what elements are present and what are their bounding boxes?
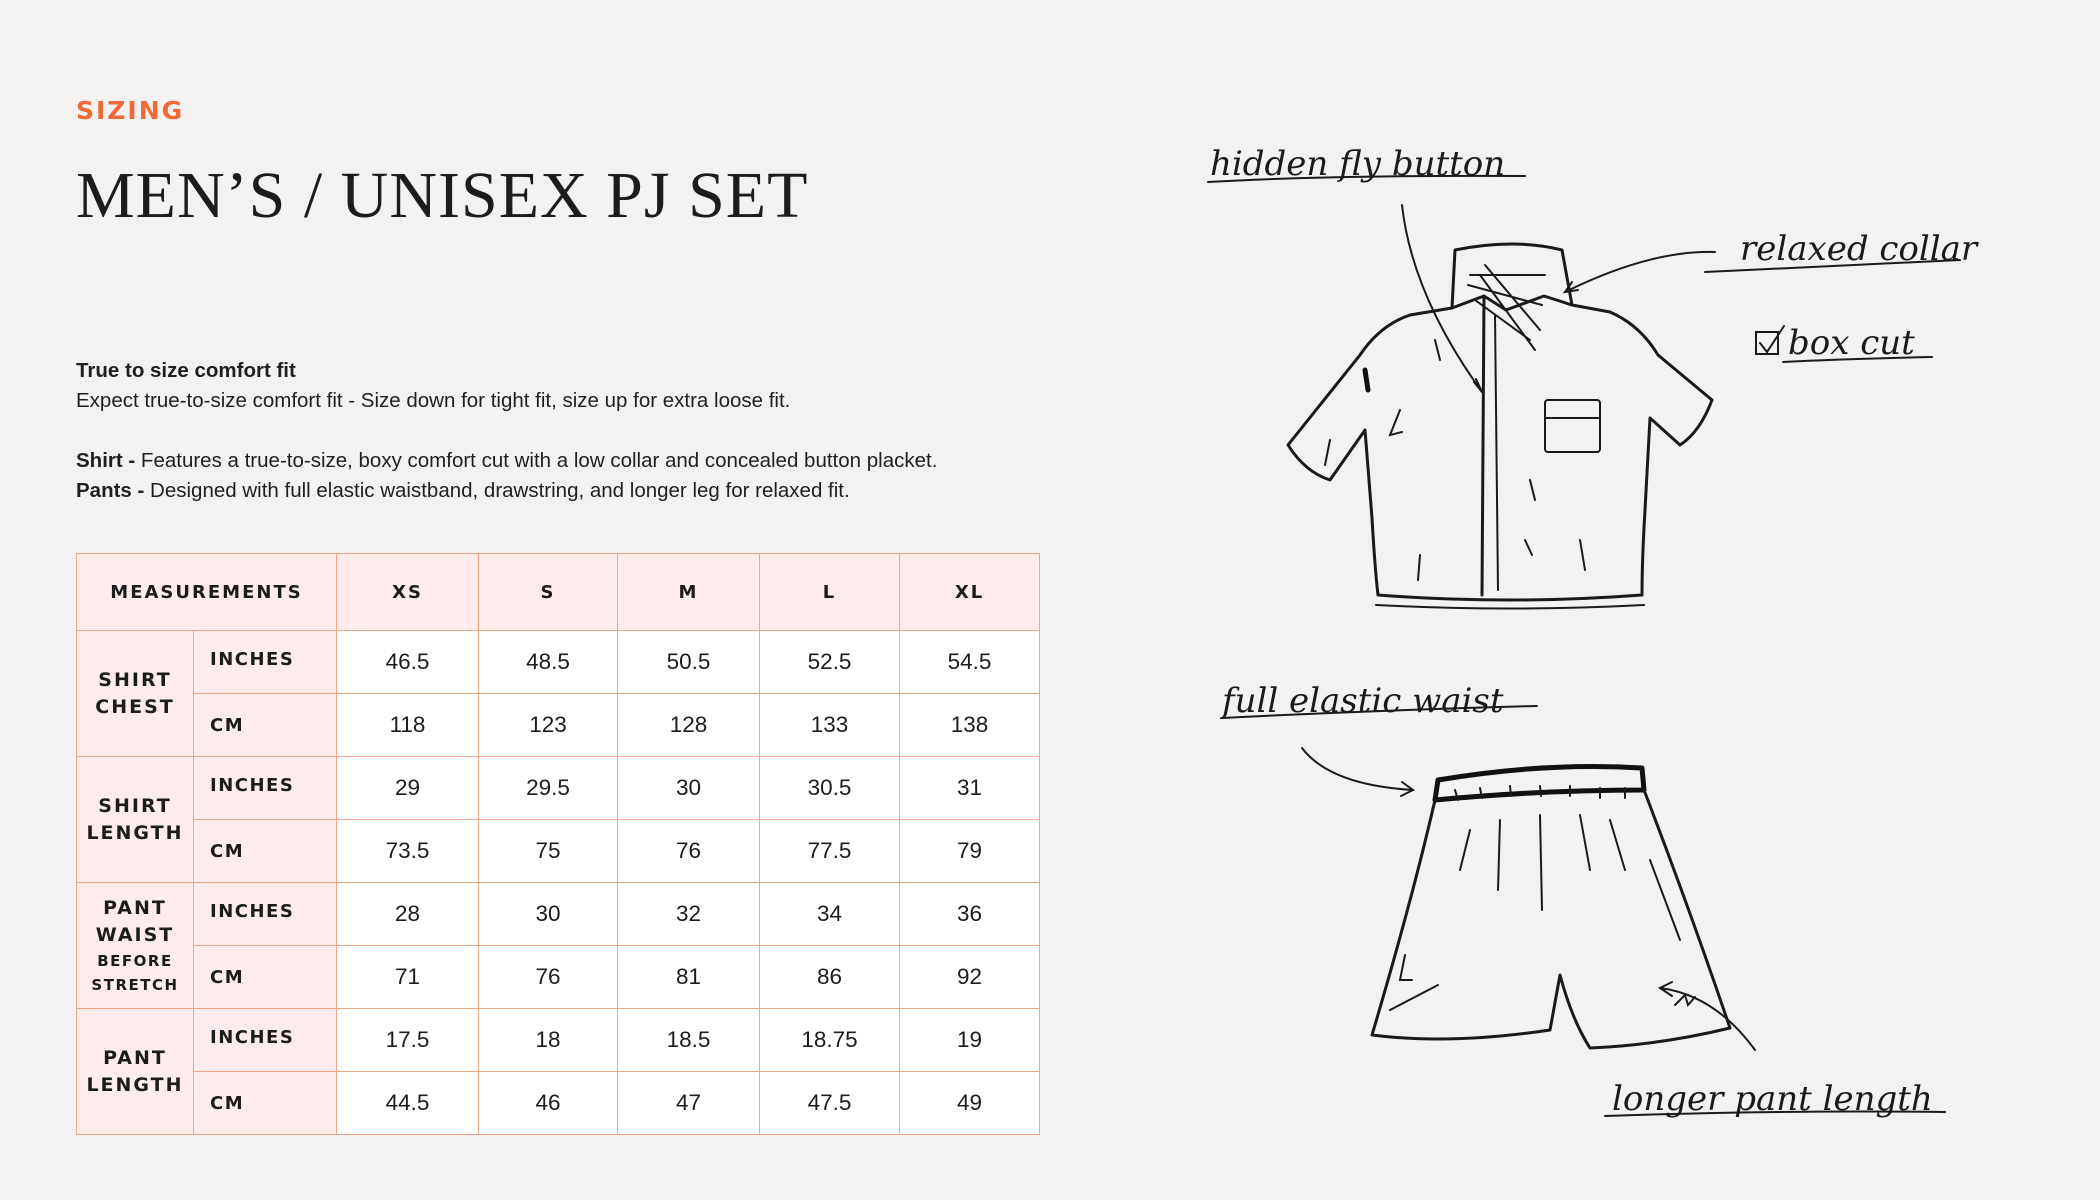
table-cell: 128 (618, 694, 760, 757)
table-cell: 32 (618, 883, 760, 946)
table-cell: 18 (479, 1009, 618, 1072)
table-cell: 133 (760, 694, 900, 757)
group-label-line: PANT (103, 896, 167, 919)
header-xl: XL (900, 554, 1040, 631)
shirt-note (76, 446, 1076, 476)
table-cell: 75 (479, 820, 618, 883)
table-cell: 48.5 (479, 631, 618, 694)
group-label-line: LENGTH (86, 1073, 184, 1096)
garment-sketch-illustration (1180, 100, 2000, 1180)
pants-label: Pants - (76, 479, 151, 502)
header-xs: XS (337, 554, 479, 631)
group-label-line: STRETCH (91, 975, 179, 994)
group-label-line: CHEST (95, 695, 175, 718)
table-cell: 92 (900, 946, 1040, 1009)
size-chart-table (76, 553, 1040, 1135)
group-label-line: PANT (103, 1046, 167, 1069)
shorts-sketch-icon (1372, 767, 1730, 1049)
table-cell: 118 (337, 694, 479, 757)
table-cell: 28 (337, 883, 479, 946)
table-row (77, 1009, 1040, 1072)
table-row (77, 631, 1040, 694)
table-cell: 31 (900, 757, 1040, 820)
table-header-row (77, 554, 1040, 631)
group-label-line: SHIRT (98, 668, 172, 691)
table-cell: 49 (900, 1072, 1040, 1135)
table-cell: 47.5 (760, 1072, 900, 1135)
fit-description (76, 356, 1076, 506)
table-cell: 73.5 (337, 820, 479, 883)
shirt-sketch-icon (1288, 244, 1712, 609)
header-s: S (479, 554, 618, 631)
table-row (77, 757, 1040, 820)
pants-text: Designed with full elastic waistband, drawstring, and longer leg for relaxed fit. (150, 479, 850, 502)
table-cell: 36 (900, 883, 1040, 946)
annotation-relaxed-collar: relaxed collar (1740, 229, 1978, 269)
header-measurements: MEASUREMENTS (77, 554, 337, 631)
unit-label-inches: INCHES (194, 757, 337, 820)
table-cell: 46.5 (337, 631, 479, 694)
table-cell: 77.5 (760, 820, 900, 883)
table-cell: 18.5 (618, 1009, 760, 1072)
group-label-line: LENGTH (86, 821, 184, 844)
unit-label-inches: INCHES (194, 1009, 337, 1072)
table-cell: 79 (900, 820, 1040, 883)
table-cell: 29 (337, 757, 479, 820)
table-cell: 50.5 (618, 631, 760, 694)
table-cell: 138 (900, 694, 1040, 757)
table-cell: 54.5 (900, 631, 1040, 694)
header-l: L (760, 554, 900, 631)
shirt-label: Shirt - (76, 449, 141, 472)
shirt-text: Features a true-to-size, boxy comfort cut with a low collar and concealed button placket. (140, 449, 938, 472)
annotation-arrow (1302, 748, 1413, 790)
table-cell: 34 (760, 883, 900, 946)
table-cell: 47 (618, 1072, 760, 1135)
group-label-line: BEFORE (97, 951, 173, 970)
group-label-line: WAIST (95, 923, 175, 946)
table-cell: 44.5 (337, 1072, 479, 1135)
annotation-hidden-fly-button: hidden fly button (1210, 144, 1506, 184)
unit-label-cm: CM (194, 946, 337, 1009)
fit-heading: True to size comfort fit (76, 359, 296, 382)
unit-label-cm: CM (194, 1072, 337, 1135)
table-row (77, 694, 1040, 757)
unit-label-inches: INCHES (194, 631, 337, 694)
table-cell: 71 (337, 946, 479, 1009)
unit-label-inches: INCHES (194, 883, 337, 946)
annotation-arrow (1565, 252, 1715, 292)
table-cell: 30 (618, 757, 760, 820)
table-cell: 76 (618, 820, 760, 883)
checkmark-icon (1760, 326, 1784, 352)
table-cell: 18.75 (760, 1009, 900, 1072)
header-m: M (618, 554, 760, 631)
table-row (77, 1072, 1040, 1135)
unit-label-cm: CM (194, 694, 337, 757)
table-cell: 29.5 (479, 757, 618, 820)
table-cell: 86 (760, 946, 900, 1009)
group-label-shirt-length (77, 757, 194, 883)
table-row (77, 820, 1040, 883)
unit-label-cm: CM (194, 820, 337, 883)
table-row (77, 883, 1040, 946)
table-cell: 19 (900, 1009, 1040, 1072)
table-cell: 81 (618, 946, 760, 1009)
page-title: MEN’S / UNISEX PJ SET (76, 159, 809, 232)
group-label-pant-length (77, 1009, 194, 1135)
fit-text: Expect true-to-size comfort fit - Size down for tight fit, size up for extra loose fit. (76, 389, 791, 412)
group-label-pant-waist (77, 883, 194, 1009)
table-cell: 46 (479, 1072, 618, 1135)
pants-note (76, 476, 1076, 506)
table-cell: 123 (479, 694, 618, 757)
table-cell: 17.5 (337, 1009, 479, 1072)
table-row (77, 946, 1040, 1009)
table-cell: 30.5 (760, 757, 900, 820)
group-label-shirt-chest (77, 631, 194, 757)
group-label-line: SHIRT (98, 794, 172, 817)
annotation-box-cut: box cut (1788, 323, 1915, 363)
annotation-arrow (1402, 205, 1482, 392)
annotation-full-elastic-waist: full elastic waist (1222, 681, 1504, 721)
table-cell: 30 (479, 883, 618, 946)
section-eyebrow: SIZING (76, 96, 185, 125)
table-cell: 52.5 (760, 631, 900, 694)
annotation-longer-pant-length: longer pant length (1612, 1079, 1933, 1119)
table-cell: 76 (479, 946, 618, 1009)
